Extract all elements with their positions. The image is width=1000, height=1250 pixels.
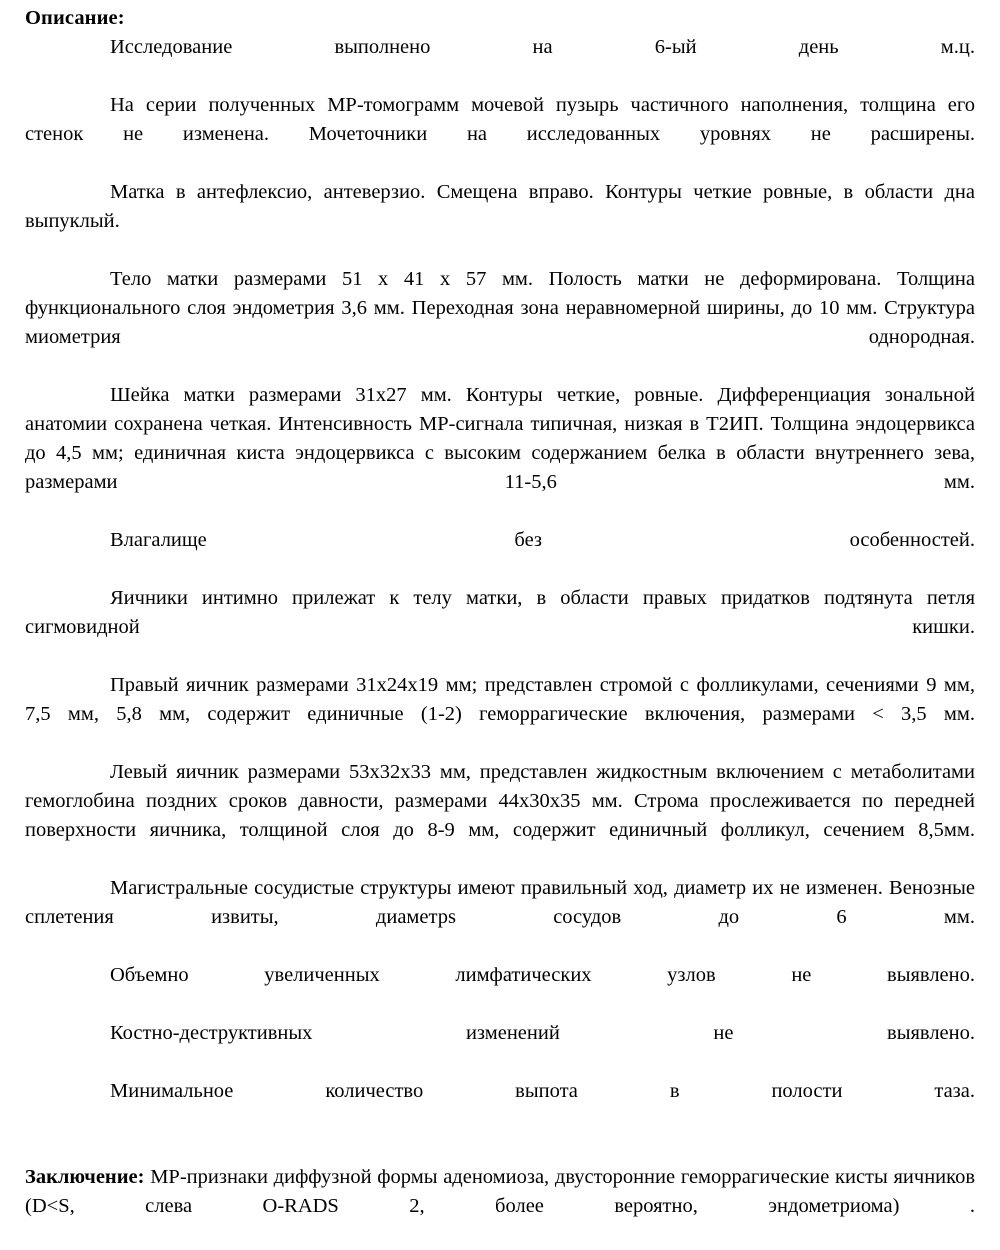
- description-paragraph-11: Объемно увеличенных лимфатических узлов не выявлено.: [110, 964, 975, 986]
- description-paragraph-3: Матка в антефлексио, антеверзио. Смещена вправо. Контуры четкие ровные, в области дна выпуклый.: [25, 181, 975, 232]
- description-paragraph-6: Влагалище без особенностей.: [110, 529, 975, 551]
- description-paragraph-13: Минимальное количество выпота в полости таза.: [110, 1080, 975, 1102]
- description-paragraph-12: Костно-деструктивных изменений не выявлено.: [110, 1022, 975, 1044]
- conclusion-text: МР-признаки диффузной формы аденомиоза, двусторонние геморрагические кисты яичников (D<S, слева O-RADS 2, более вероятно, эндометриома) .: [25, 1166, 975, 1217]
- description-paragraph-7: Яичники интимно прилежат к телу матки, в области правых придатков подтянута петля сигмовидной кишки.: [25, 587, 975, 638]
- description-heading: Описание:: [25, 7, 125, 29]
- description-paragraph-2: На серии полученных МР-томограмм мочевой пузырь частичного наполнения, толщина его стенок не изменена. Мочеточники на исследованных уровнях не расширены.: [25, 94, 975, 145]
- description-paragraph-10: Магистральные сосудистые структуры имеют правильный ход, диаметр их не изменен. Венозные сплетения извиты, диаметрs сосудов до 6 мм.: [25, 877, 975, 928]
- conclusion-label: Заключение:: [25, 1166, 145, 1188]
- description-paragraph-9: Левый яичник размерами 53х32х33 мм, представлен жидкостным включением с метаболитами гемоглобина поздних сроков давности, размерами 44х30х35 мм. Строма прослеживается по передней поверхности яичника, толщиной слоя до 8-9 мм, содержит единичный фолликул, сечением 8,5мм.: [25, 761, 975, 841]
- description-paragraph-5: Шейка матки размерами 31х27 мм. Контуры четкие, ровные. Дифференциация зональной анатомии сохранена четкая. Интенсивность МР-сигнала типичная, низкая в Т2ИП. Толщина эндоцервикса до 4,5 мм; единичная киста эндоцервикса с высоким содержанием белка в области внутреннего зева, размерами 11-5,6 мм.: [25, 384, 975, 493]
- description-paragraph-8: Правый яичник размерами 31х24х19 мм; представлен стромой с фолликулами, сечениями 9 мм, 7,5 мм, 5,8 мм, содержит единичные (1-2) геморрагические включения, размерами < 3,5 мм.: [25, 674, 975, 725]
- description-paragraph-1: Исследование выполнено на 6-ый день м.ц.: [110, 36, 975, 58]
- description-paragraph-4: Тело матки размерами 51 x 41 x 57 мм. Полость матки не деформирована. Толщина функционального слоя эндометрия 3,6 мм. Переходная зона неравномерной ширины, до 10 мм. Структура миометрия однородная.: [25, 268, 975, 348]
- conclusion-block: [25, 1163, 975, 1250]
